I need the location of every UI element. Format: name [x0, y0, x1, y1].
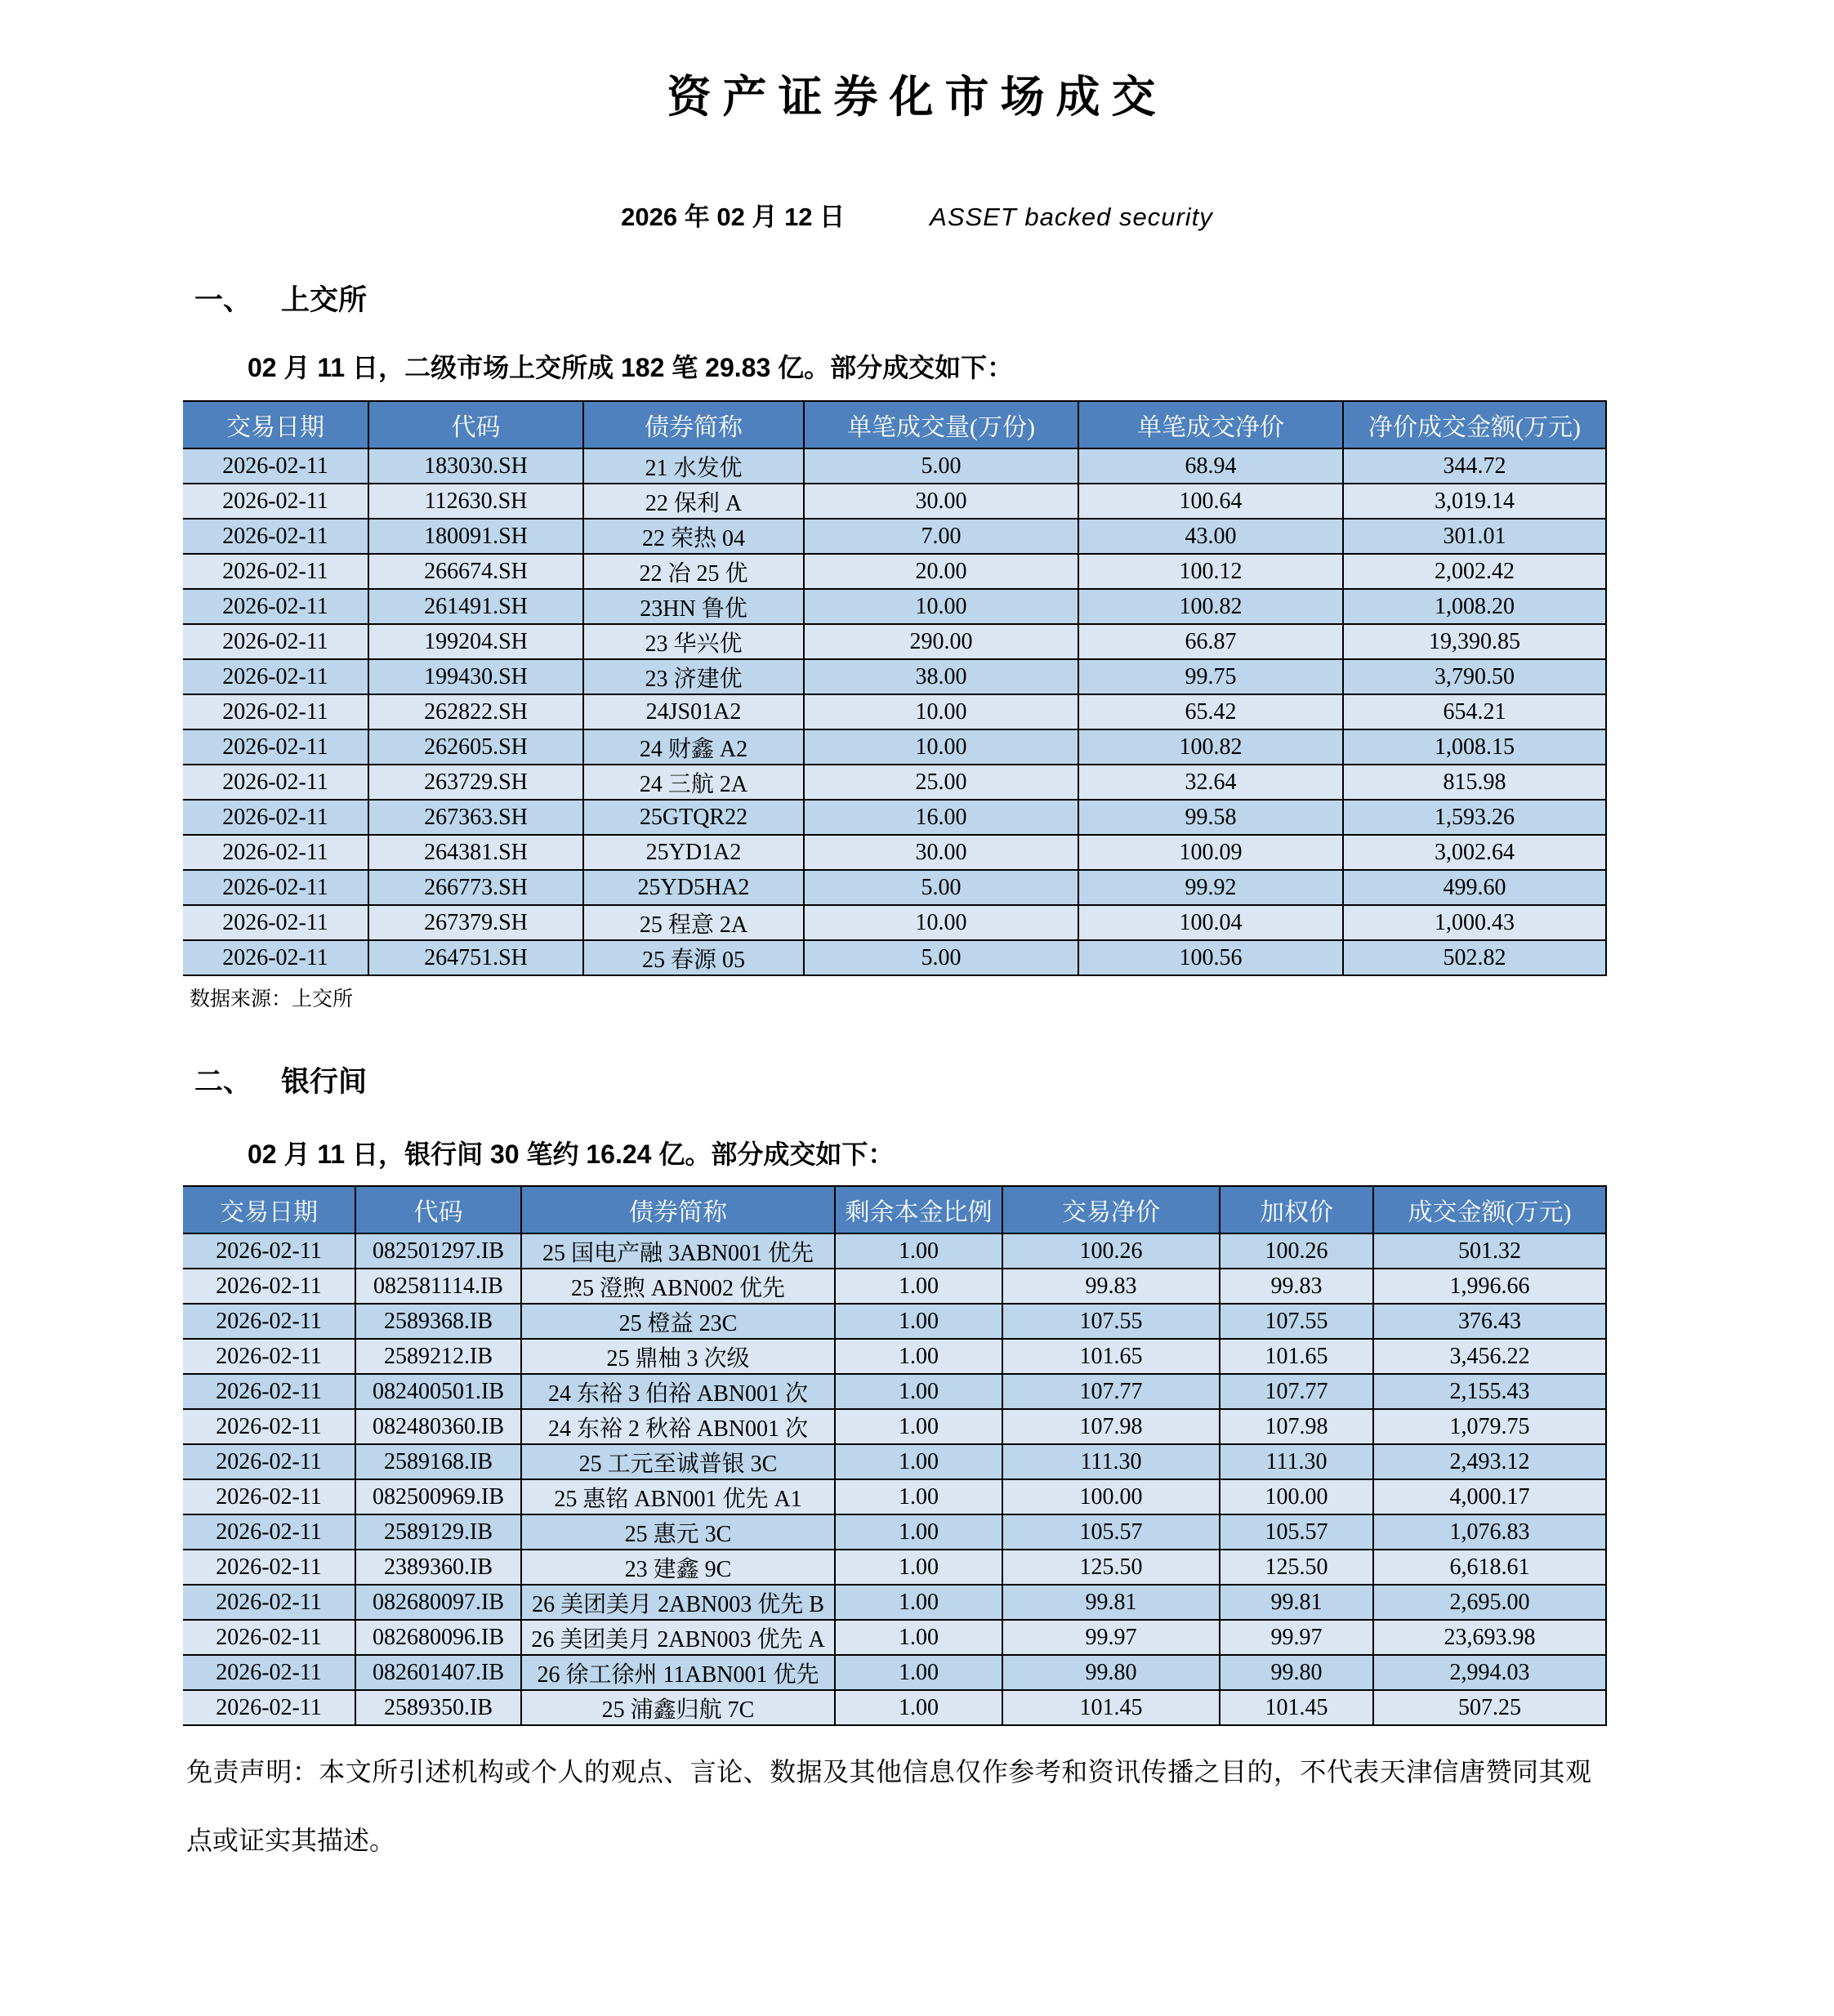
table-cell: 815.98	[1343, 765, 1606, 800]
table-row	[183, 448, 1606, 484]
table-cell: 376.43	[1373, 1304, 1606, 1339]
table-row	[183, 519, 1606, 554]
table-cell: 2026-02-11	[183, 1514, 355, 1550]
table-row	[183, 1269, 1606, 1304]
table-cell: 301.01	[1343, 519, 1606, 554]
table-cell: 1.00	[835, 1269, 1002, 1304]
table-cell: 21 水发优	[583, 448, 804, 484]
table-cell: 2026-02-11	[183, 448, 368, 484]
column-header: 交易日期	[183, 401, 368, 448]
table-cell: 25 春源 05	[583, 940, 804, 975]
table-cell: 082680097.IB	[355, 1585, 521, 1620]
subtitle-english: ASSET backed security	[930, 203, 1213, 231]
table-cell: 107.77	[1002, 1374, 1220, 1409]
table-cell: 107.98	[1220, 1409, 1373, 1444]
table-cell: 2589212.IB	[355, 1339, 521, 1374]
table-cell: 3,456.22	[1373, 1339, 1606, 1374]
table-cell: 2026-02-11	[183, 1269, 355, 1304]
table-cell: 107.98	[1002, 1409, 1220, 1444]
table-cell: 1,079.75	[1373, 1409, 1606, 1444]
table-header	[183, 401, 1606, 448]
table-cell: 2,493.12	[1373, 1444, 1606, 1479]
column-header: 代码	[355, 1186, 521, 1233]
table-cell: 99.80	[1002, 1655, 1220, 1690]
table-cell: 2026-02-11	[183, 659, 368, 694]
table-cell: 23 华兴优	[583, 624, 804, 659]
table-cell: 25 橙益 23C	[521, 1304, 835, 1339]
table-header-row	[183, 401, 1606, 448]
table-cell: 2026-02-11	[183, 1233, 355, 1269]
table-cell: 501.32	[1373, 1233, 1606, 1269]
table-cell: 5.00	[804, 870, 1078, 905]
table-row	[183, 484, 1606, 519]
table-row	[183, 800, 1606, 835]
table-cell: 1,076.83	[1373, 1514, 1606, 1550]
table-cell: 1.00	[835, 1233, 1002, 1269]
table-cell: 26 徐工徐州 11ABN001 优先	[521, 1655, 835, 1690]
table-row	[183, 1444, 1606, 1479]
table-cell: 38.00	[804, 659, 1078, 694]
column-header: 单笔成交量(万份)	[804, 401, 1078, 448]
table-cell: 2026-02-11	[183, 1585, 355, 1620]
table-cell: 1,996.66	[1373, 1269, 1606, 1304]
table-cell: 2026-02-11	[183, 940, 368, 975]
table-row	[183, 1233, 1606, 1269]
table-cell: 2026-02-11	[183, 589, 368, 624]
table-cell: 2026-02-11	[183, 800, 368, 835]
table-row	[183, 694, 1606, 729]
table-cell: 082601407.IB	[355, 1655, 521, 1690]
table-cell: 5.00	[804, 448, 1078, 484]
table-cell: 262822.SH	[368, 694, 583, 729]
table-cell: 10.00	[804, 729, 1078, 765]
data-source-note: 数据来源：上交所	[190, 988, 354, 1010]
table-cell: 1.00	[835, 1585, 1002, 1620]
table-cell: 24 东裕 2 秋裕 ABN001 次	[521, 1409, 835, 1444]
table-cell: 264751.SH	[368, 940, 583, 975]
table-cell: 2026-02-11	[183, 1374, 355, 1409]
disclaimer-text: 免责声明：本文所引述机构或个人的观点、言论、数据及其他信息仅作参考和资讯传播之目的，不代表天津信唐赞同其观点或证实其描述。	[186, 1757, 1591, 1855]
table-cell: 111.30	[1220, 1444, 1373, 1479]
table-cell: 2589129.IB	[355, 1514, 521, 1550]
table-cell: 6,618.61	[1373, 1550, 1606, 1585]
table-cell: 24 东裕 3 伯裕 ABN001 次	[521, 1374, 835, 1409]
table-cell: 107.55	[1220, 1304, 1373, 1339]
table-cell: 1.00	[835, 1374, 1002, 1409]
table-cell: 507.25	[1373, 1690, 1606, 1725]
section-heading-interbank	[194, 1064, 1834, 1100]
table-cell: 22 冶 25 优	[583, 554, 804, 589]
table-cell: 66.87	[1078, 624, 1343, 659]
dateline	[0, 201, 1834, 234]
table-cell: 2389360.IB	[355, 1550, 521, 1585]
table-cell: 100.00	[1220, 1479, 1373, 1514]
table-cell: 499.60	[1343, 870, 1606, 905]
table-cell: 261491.SH	[368, 589, 583, 624]
table-body	[183, 1233, 1606, 1725]
table-cell: 100.26	[1002, 1233, 1220, 1269]
page-title: 资产证券化市场成交	[667, 73, 1167, 122]
table-row	[183, 835, 1606, 870]
table-cell: 30.00	[804, 835, 1078, 870]
table-cell: 2589168.IB	[355, 1444, 521, 1479]
table-cell: 1.00	[835, 1655, 1002, 1690]
table-cell: 100.26	[1220, 1233, 1373, 1269]
table-cell: 26 美团美月 2ABN003 优先 B	[521, 1585, 835, 1620]
table-cell: 20.00	[804, 554, 1078, 589]
table-cell: 100.64	[1078, 484, 1343, 519]
table-cell: 107.55	[1002, 1304, 1220, 1339]
table-cell: 2026-02-11	[183, 1339, 355, 1374]
table-cell: 082500969.IB	[355, 1479, 521, 1514]
table-cell: 3,019.14	[1343, 484, 1606, 519]
table-cell: 2,695.00	[1373, 1585, 1606, 1620]
table-cell: 2,002.42	[1343, 554, 1606, 589]
table-cell: 1.00	[835, 1514, 1002, 1550]
table-row	[183, 624, 1606, 659]
table-cell: 100.82	[1078, 729, 1343, 765]
table-cell: 19,390.85	[1343, 624, 1606, 659]
table-cell: 2026-02-11	[183, 765, 368, 800]
table-cell: 99.97	[1220, 1620, 1373, 1655]
table-cell: 2,155.43	[1373, 1374, 1606, 1409]
table-cell: 32.64	[1078, 765, 1343, 800]
table-cell: 25.00	[804, 765, 1078, 800]
column-header: 单笔成交净价	[1078, 401, 1343, 448]
column-header: 债券简称	[583, 401, 804, 448]
table-cell: 101.65	[1002, 1339, 1220, 1374]
table-cell: 25YD5HA2	[583, 870, 804, 905]
table-cell: 290.00	[804, 624, 1078, 659]
table-row	[183, 1339, 1606, 1374]
table-cell: 25 浦鑫归航 7C	[521, 1690, 835, 1725]
table-row	[183, 729, 1606, 765]
table-cell: 1,000.43	[1343, 905, 1606, 940]
table-cell: 183030.SH	[368, 448, 583, 484]
table-cell: 5.00	[804, 940, 1078, 975]
section-heading-sse	[194, 283, 1834, 319]
table-cell: 101.65	[1220, 1339, 1373, 1374]
table-cell: 082480360.IB	[355, 1409, 521, 1444]
table-cell: 2,994.03	[1373, 1655, 1606, 1690]
table-cell: 99.75	[1078, 659, 1343, 694]
column-header: 净价成交金额(万元)	[1343, 401, 1606, 448]
table-cell: 100.00	[1002, 1479, 1220, 1514]
table-cell: 2026-02-11	[183, 1690, 355, 1725]
table-cell: 25GTQR22	[583, 800, 804, 835]
table-row	[183, 1690, 1606, 1725]
interbank-intro-text: 02 月 11 日，银行间 30 笔约 16.24 亿。部分成交如下：	[248, 1140, 895, 1169]
table-cell: 2026-02-11	[183, 1304, 355, 1339]
table-row	[183, 765, 1606, 800]
table-header-row	[183, 1186, 1606, 1233]
table-cell: 111.30	[1002, 1444, 1220, 1479]
table-cell: 1.00	[835, 1304, 1002, 1339]
column-header: 成交金额(万元)	[1373, 1186, 1606, 1233]
table-cell: 125.50	[1002, 1550, 1220, 1585]
table-row	[183, 1479, 1606, 1514]
table-cell: 262605.SH	[368, 729, 583, 765]
table-cell: 105.57	[1220, 1514, 1373, 1550]
table-cell: 99.97	[1002, 1620, 1220, 1655]
table-row	[183, 1374, 1606, 1409]
table-cell: 25 惠元 3C	[521, 1514, 835, 1550]
table-cell: 1,593.26	[1343, 800, 1606, 835]
table-cell: 23,693.98	[1373, 1620, 1606, 1655]
column-header: 代码	[368, 401, 583, 448]
table-cell: 2026-02-11	[183, 694, 368, 729]
table-cell: 43.00	[1078, 519, 1343, 554]
table-cell: 263729.SH	[368, 765, 583, 800]
table-cell: 199204.SH	[368, 624, 583, 659]
table-cell: 2026-02-11	[183, 835, 368, 870]
report-page	[0, 70, 1834, 2016]
section-number: 二、	[194, 1066, 252, 1098]
table-cell: 112630.SH	[368, 484, 583, 519]
table-cell: 264381.SH	[368, 835, 583, 870]
table-row	[183, 940, 1606, 975]
table-cell: 266773.SH	[368, 870, 583, 905]
table-cell: 2589368.IB	[355, 1304, 521, 1339]
table-cell: 2026-02-11	[183, 1479, 355, 1514]
table-cell: 24 财鑫 A2	[583, 729, 804, 765]
table-header	[183, 1186, 1606, 1233]
table-cell: 99.83	[1002, 1269, 1220, 1304]
table-cell: 1,008.15	[1343, 729, 1606, 765]
table-row	[183, 589, 1606, 624]
table-cell: 100.56	[1078, 940, 1343, 975]
table-cell: 2026-02-11	[183, 1409, 355, 1444]
table-cell: 4,000.17	[1373, 1479, 1606, 1514]
table-cell: 125.50	[1220, 1550, 1373, 1585]
table-cell: 22 保利 A	[583, 484, 804, 519]
table-cell: 2026-02-11	[183, 624, 368, 659]
table-cell: 10.00	[804, 589, 1078, 624]
table-row	[183, 905, 1606, 940]
column-header: 交易日期	[183, 1186, 355, 1233]
table-cell: 1.00	[835, 1620, 1002, 1655]
table-cell: 107.77	[1220, 1374, 1373, 1409]
table-cell: 082501297.IB	[355, 1233, 521, 1269]
table-row	[183, 659, 1606, 694]
table-row	[183, 1585, 1606, 1620]
table-cell: 1.00	[835, 1444, 1002, 1479]
table-cell: 2026-02-11	[183, 870, 368, 905]
table-cell: 199430.SH	[368, 659, 583, 694]
section-title: 上交所	[281, 284, 368, 316]
table-cell: 2026-02-11	[183, 1550, 355, 1585]
table-cell: 267379.SH	[368, 905, 583, 940]
table-cell: 22 荣热 04	[583, 519, 804, 554]
table-cell: 25 鼎柚 3 次级	[521, 1339, 835, 1374]
table-cell: 25 工元至诚普银 3C	[521, 1444, 835, 1479]
table-row	[183, 1409, 1606, 1444]
table-cell: 25 程意 2A	[583, 905, 804, 940]
table-cell: 25YD1A2	[583, 835, 804, 870]
table-cell: 1.00	[835, 1550, 1002, 1585]
table-cell: 1.00	[835, 1339, 1002, 1374]
table-row	[183, 1514, 1606, 1550]
table-cell: 2026-02-11	[183, 519, 368, 554]
table-row	[183, 1655, 1606, 1690]
table-cell: 344.72	[1343, 448, 1606, 484]
table-cell: 99.80	[1220, 1655, 1373, 1690]
table-cell: 24JS01A2	[583, 694, 804, 729]
table-cell: 2026-02-11	[183, 554, 368, 589]
table-cell: 100.12	[1078, 554, 1343, 589]
table-cell: 100.82	[1078, 589, 1343, 624]
table-cell: 99.81	[1002, 1585, 1220, 1620]
table-cell: 1.00	[835, 1690, 1002, 1725]
table-cell: 23HN 鲁优	[583, 589, 804, 624]
table-body	[183, 448, 1606, 975]
table-row	[183, 1620, 1606, 1655]
table-cell: 2026-02-11	[183, 1444, 355, 1479]
column-header: 交易净价	[1002, 1186, 1220, 1233]
table-cell: 2026-02-11	[183, 1655, 355, 1690]
table-cell: 2026-02-11	[183, 905, 368, 940]
table-cell: 2026-02-11	[183, 484, 368, 519]
report-date: 2026 年 02 月 12 日	[621, 203, 846, 231]
table-cell: 101.45	[1220, 1690, 1373, 1725]
column-header: 加权价	[1220, 1186, 1373, 1233]
table-cell: 26 美团美月 2ABN003 优先 A	[521, 1620, 835, 1655]
table-cell: 25 国电产融 3ABN001 优先	[521, 1233, 835, 1269]
table-cell: 180091.SH	[368, 519, 583, 554]
table-row	[183, 554, 1606, 589]
table-cell: 24 三航 2A	[583, 765, 804, 800]
section-number: 一、	[194, 284, 252, 316]
table-cell: 654.21	[1343, 694, 1606, 729]
table-row	[183, 1550, 1606, 1585]
table-cell: 65.42	[1078, 694, 1343, 729]
table-cell: 7.00	[804, 519, 1078, 554]
table-cell: 1,008.20	[1343, 589, 1606, 624]
table-cell: 1.00	[835, 1479, 1002, 1514]
table-cell: 105.57	[1002, 1514, 1220, 1550]
column-header: 债券简称	[521, 1186, 835, 1233]
table-cell: 10.00	[804, 694, 1078, 729]
table-cell: 101.45	[1002, 1690, 1220, 1725]
table-cell: 502.82	[1343, 940, 1606, 975]
table-cell: 267363.SH	[368, 800, 583, 835]
table-cell: 25 惠铭 ABN001 优先 A1	[521, 1479, 835, 1514]
table-cell: 082680096.IB	[355, 1620, 521, 1655]
sse-trades-table	[183, 400, 1607, 976]
table-cell: 1.00	[835, 1409, 1002, 1444]
table-cell: 082581114.IB	[355, 1269, 521, 1304]
sse-intro-text: 02 月 11 日，二级市场上交所成 182 笔 29.83 亿。部分成交如下：	[248, 353, 1014, 382]
table-cell: 16.00	[804, 800, 1078, 835]
table-row	[183, 1304, 1606, 1339]
table-cell: 3,790.50	[1343, 659, 1606, 694]
table-cell: 68.94	[1078, 448, 1343, 484]
table-cell: 2026-02-11	[183, 729, 368, 765]
table-cell: 23 济建优	[583, 659, 804, 694]
table-cell: 082400501.IB	[355, 1374, 521, 1409]
table-cell: 2026-02-11	[183, 1620, 355, 1655]
table-cell: 10.00	[804, 905, 1078, 940]
table-cell: 99.58	[1078, 800, 1343, 835]
table-cell: 100.04	[1078, 905, 1343, 940]
interbank-trades-table	[183, 1185, 1607, 1726]
table-row	[183, 870, 1606, 905]
table-cell: 99.81	[1220, 1585, 1373, 1620]
table-cell: 25 澄煦 ABN002 优先	[521, 1269, 835, 1304]
table-cell: 266674.SH	[368, 554, 583, 589]
table-cell: 30.00	[804, 484, 1078, 519]
table-cell: 100.09	[1078, 835, 1343, 870]
table-cell: 99.83	[1220, 1269, 1373, 1304]
section-title: 银行间	[281, 1066, 368, 1098]
column-header: 剩余本金比例	[835, 1186, 1002, 1233]
table-cell: 23 建鑫 9C	[521, 1550, 835, 1585]
table-cell: 2589350.IB	[355, 1690, 521, 1725]
table-cell: 99.92	[1078, 870, 1343, 905]
table-cell: 3,002.64	[1343, 835, 1606, 870]
